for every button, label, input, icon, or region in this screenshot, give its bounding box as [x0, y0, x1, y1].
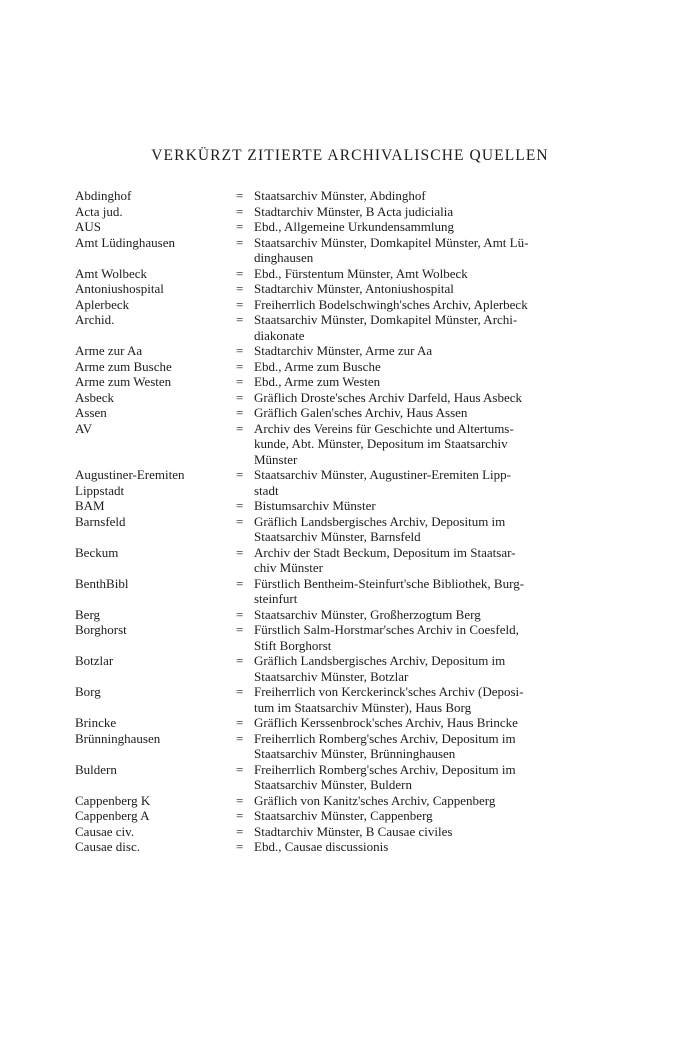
- abbreviation-line: Amt Lüdinghausen: [75, 234, 176, 250]
- list-item: [75, 281, 600, 297]
- entry-description: [254, 793, 600, 809]
- description-line: Staatsarchiv Münster, Barnsfeld: [254, 529, 421, 544]
- entry-description: [254, 498, 600, 514]
- equals-sign: =: [236, 188, 244, 203]
- abbreviation-line: Brünninghausen: [75, 730, 161, 746]
- abbreviation-line: Beckum: [75, 544, 119, 560]
- entry-description: [254, 762, 600, 793]
- list-item: [75, 607, 600, 623]
- entry-description: [254, 514, 600, 545]
- entry-description: [254, 204, 600, 220]
- equals-sign: =: [236, 420, 244, 436]
- description-line: Ebd., Allgemeine Urkundensammlung: [254, 219, 455, 234]
- list-item: [75, 498, 600, 514]
- entry-abbreviation: [75, 204, 236, 220]
- description-line: Freiherrlich von Kerckerinck'sches Archiv (Deposi-: [254, 684, 524, 699]
- entry-description: [254, 715, 600, 731]
- equals-sign: =: [236, 544, 244, 560]
- list-item: [75, 235, 600, 266]
- description-line: dinghausen: [254, 250, 314, 265]
- description-line: Archiv der Stadt Beckum, Depositum im Staatsar-: [254, 544, 516, 560]
- description-line: Staatsarchiv Münster, Domkapitel Münster, Amt Lü-: [254, 234, 529, 250]
- list-item: [75, 405, 600, 421]
- description-line: Staatsarchiv Münster, Brünninghausen: [254, 746, 456, 761]
- entry-abbreviation: [75, 359, 236, 375]
- description-line: Gräflich von Kanitz'sches Archiv, Cappenberg: [254, 792, 496, 808]
- description-line: Stadtarchiv Münster, B Acta judicialia: [254, 203, 454, 219]
- list-item: [75, 374, 600, 390]
- description-line: Stadtarchiv Münster, Antoniushospital: [254, 281, 454, 296]
- entry-abbreviation: [75, 684, 236, 700]
- list-item: [75, 576, 600, 607]
- description-line: Staatsarchiv Münster, Augustiner-Eremiten Lipp-: [254, 467, 511, 482]
- entry-abbreviation: [75, 762, 236, 778]
- description-line: Stadtarchiv Münster, B Causae civiles: [254, 823, 453, 839]
- description-line: Fürstlich Bentheim-Steinfurt'sche Bibliothek, Burg-: [254, 575, 525, 591]
- abbreviation-line: BAM: [75, 498, 105, 513]
- abbreviation-line: Berg: [75, 606, 101, 622]
- entry-abbreviation: [75, 824, 236, 840]
- abbreviation-line: Acta jud.: [75, 203, 123, 219]
- description-line: Gräflich Landsbergisches Archiv, Depositum im: [254, 653, 506, 668]
- list-item: [75, 343, 600, 359]
- abbreviation-line: Antoniushospital: [75, 281, 164, 296]
- description-line: Ebd., Fürstentum Münster, Amt Wolbeck: [254, 265, 468, 281]
- entry-description: [254, 405, 600, 421]
- abbreviation-line: Abdinghof: [75, 188, 132, 203]
- entry-description: [254, 622, 600, 653]
- entry-abbreviation: [75, 839, 236, 855]
- description-line: Freiherrlich Bodelschwingh'sches Archiv, Aplerbeck: [254, 296, 528, 312]
- description-line: stadt: [254, 482, 279, 498]
- description-line: Bistumsarchiv Münster: [254, 498, 376, 513]
- equals-sign: =: [236, 823, 244, 839]
- entry-description: [254, 235, 600, 266]
- equals-sign: =: [236, 467, 244, 482]
- abbreviation-line: Brincke: [75, 715, 117, 730]
- list-item: [75, 514, 600, 545]
- abbreviation-line: Lippstadt: [75, 482, 125, 498]
- description-line: Gräflich Galen'sches Archiv, Haus Assen: [254, 405, 468, 420]
- entry-abbreviation: [75, 576, 236, 592]
- entry-abbreviation: [75, 235, 236, 251]
- list-item: [75, 297, 600, 313]
- entry-abbreviation: [75, 188, 236, 204]
- description-line: Staatsarchiv Münster, Botzlar: [254, 668, 409, 684]
- abbreviation-line: Borghorst: [75, 622, 127, 637]
- description-line: kunde, Abt. Münster, Depositum im Staatsarchiv: [254, 436, 508, 451]
- entry-abbreviation: [75, 374, 236, 390]
- equals-sign: =: [236, 343, 244, 358]
- equals-sign: =: [236, 622, 244, 637]
- entry-abbreviation: [75, 219, 236, 235]
- description-line: Gräflich Droste'sches Archiv Darfeld, Haus Asbeck: [254, 389, 523, 405]
- list-item: [75, 188, 600, 204]
- entry-description: [254, 824, 600, 840]
- entry-description: [254, 281, 600, 297]
- equals-sign: =: [236, 513, 244, 529]
- description-line: Staatsarchiv Münster, Großherzogtum Berg: [254, 606, 481, 622]
- list-item: [75, 653, 600, 684]
- entry-description: [254, 188, 600, 204]
- entry-description: [254, 545, 600, 576]
- equals-sign: =: [236, 405, 244, 420]
- description-line: Freiherrlich Romberg'sches Archiv, Depositum im: [254, 761, 516, 777]
- description-line: diakonate: [254, 327, 305, 343]
- list-item: [75, 390, 600, 406]
- abbreviation-line: Causae civ.: [75, 823, 135, 839]
- entry-abbreviation: [75, 622, 236, 638]
- abbreviation-line: Archid.: [75, 312, 115, 327]
- entry-description: [254, 731, 600, 762]
- description-line: Ebd., Causae discussionis: [254, 839, 389, 854]
- list-item: [75, 731, 600, 762]
- abbreviation-line: Arme zum Busche: [75, 358, 172, 374]
- entry-abbreviation: [75, 405, 236, 421]
- equals-sign: =: [236, 498, 244, 513]
- equals-sign: =: [236, 374, 244, 389]
- list-item: [75, 839, 600, 855]
- entry-abbreviation: [75, 266, 236, 282]
- entry-abbreviation: [75, 715, 236, 731]
- abbreviation-line: Borg: [75, 684, 101, 699]
- list-item: [75, 684, 600, 715]
- equals-sign: =: [236, 358, 244, 374]
- entry-description: [254, 576, 600, 607]
- list-item: [75, 545, 600, 576]
- equals-sign: =: [236, 312, 244, 327]
- abbreviation-list: [75, 188, 600, 855]
- abbreviation-line: Barnsfeld: [75, 513, 126, 529]
- equals-sign: =: [236, 389, 244, 405]
- equals-sign: =: [236, 575, 244, 591]
- abbreviation-line: Botzlar: [75, 653, 114, 668]
- abbreviation-line: Assen: [75, 405, 107, 420]
- entry-abbreviation: [75, 498, 236, 514]
- entry-abbreviation: [75, 390, 236, 406]
- equals-sign: =: [236, 281, 244, 296]
- abbreviation-line: Aplerbeck: [75, 296, 130, 312]
- entry-description: [254, 266, 600, 282]
- entry-description: [254, 390, 600, 406]
- entry-abbreviation: [75, 343, 236, 359]
- entry-abbreviation: [75, 297, 236, 313]
- list-item: [75, 312, 600, 343]
- entry-description: [254, 219, 600, 235]
- abbreviation-line: Arme zum Westen: [75, 374, 172, 389]
- list-item: [75, 824, 600, 840]
- description-line: Archiv des Vereins für Geschichte und Altertums-: [254, 420, 514, 436]
- abbreviation-line: Cappenberg A: [75, 808, 150, 823]
- description-line: Ebd., Arme zum Westen: [254, 374, 381, 389]
- entry-description: [254, 808, 600, 824]
- entry-abbreviation: [75, 421, 236, 437]
- description-line: Gräflich Landsbergisches Archiv, Depositum im: [254, 513, 506, 529]
- list-item: [75, 808, 600, 824]
- abbreviation-line: Arme zur Aa: [75, 343, 143, 358]
- abbreviation-line: Augustiner-Eremiten: [75, 467, 185, 482]
- entry-description: [254, 343, 600, 359]
- list-item: [75, 266, 600, 282]
- equals-sign: =: [236, 792, 244, 808]
- entry-abbreviation: [75, 731, 236, 747]
- entry-description: [254, 374, 600, 390]
- entry-abbreviation: [75, 467, 236, 498]
- description-line: Staatsarchiv Münster, Buldern: [254, 777, 412, 792]
- entry-abbreviation: [75, 312, 236, 328]
- entry-description: [254, 607, 600, 623]
- entry-description: [254, 839, 600, 855]
- abbreviation-line: Cappenberg K: [75, 792, 151, 808]
- list-item: [75, 219, 600, 235]
- entry-description: [254, 467, 600, 498]
- equals-sign: =: [236, 219, 244, 234]
- entry-abbreviation: [75, 808, 236, 824]
- entry-description: [254, 312, 600, 343]
- description-line: Stadtarchiv Münster, Arme zur Aa: [254, 343, 433, 358]
- entry-abbreviation: [75, 793, 236, 809]
- equals-sign: =: [236, 761, 244, 777]
- equals-sign: =: [236, 653, 244, 668]
- equals-sign: =: [236, 296, 244, 312]
- equals-sign: =: [236, 203, 244, 219]
- list-item: [75, 421, 600, 468]
- equals-sign: =: [236, 715, 244, 730]
- description-line: Fürstlich Salm-Horstmar'sches Archiv in Coesfeld,: [254, 622, 519, 637]
- list-item: [75, 204, 600, 220]
- abbreviation-line: Asbeck: [75, 389, 114, 405]
- entry-abbreviation: [75, 545, 236, 561]
- entry-description: [254, 653, 600, 684]
- abbreviation-line: AUS: [75, 219, 102, 234]
- description-line: chiv Münster: [254, 560, 323, 575]
- abbreviation-line: Causae disc.: [75, 839, 140, 854]
- equals-sign: =: [236, 684, 244, 699]
- equals-sign: =: [236, 265, 244, 281]
- equals-sign: =: [236, 234, 244, 250]
- list-item: [75, 793, 600, 809]
- equals-sign: =: [236, 839, 244, 854]
- entry-description: [254, 359, 600, 375]
- list-item: [75, 715, 600, 731]
- equals-sign: =: [236, 606, 244, 622]
- entry-abbreviation: [75, 607, 236, 623]
- entry-abbreviation: [75, 281, 236, 297]
- description-line: Staatsarchiv Münster, Domkapitel Münster, Archi-: [254, 312, 518, 327]
- entry-description: [254, 421, 600, 468]
- description-line: Staatsarchiv Münster, Cappenberg: [254, 808, 433, 823]
- description-line: Stift Borghorst: [254, 637, 332, 653]
- abbreviation-line: AV: [75, 420, 93, 436]
- description-line: Münster: [254, 451, 298, 467]
- description-line: Staatsarchiv Münster, Abdinghof: [254, 188, 426, 203]
- entry-description: [254, 297, 600, 313]
- abbreviation-line: BenthBibl: [75, 575, 129, 591]
- equals-sign: =: [236, 808, 244, 823]
- equals-sign: =: [236, 730, 244, 746]
- description-line: Gräflich Kerssenbrock'sches Archiv, Haus Brincke: [254, 715, 518, 730]
- description-line: tum im Staatsarchiv Münster), Haus Borg: [254, 699, 472, 715]
- page-heading: VERKÜRZT ZITIERTE ARCHIVALISCHE QUELLEN: [151, 147, 549, 164]
- list-item: [75, 622, 600, 653]
- entry-abbreviation: [75, 514, 236, 530]
- entry-abbreviation: [75, 653, 236, 669]
- description-line: steinfurt: [254, 591, 298, 606]
- entry-description: [254, 684, 600, 715]
- list-item: [75, 762, 600, 793]
- abbreviation-line: Buldern: [75, 761, 117, 777]
- description-line: Ebd., Arme zum Busche: [254, 358, 381, 374]
- list-item: [75, 467, 600, 498]
- abbreviation-line: Amt Wolbeck: [75, 265, 148, 281]
- list-item: [75, 359, 600, 375]
- description-line: Freiherrlich Romberg'sches Archiv, Depositum im: [254, 730, 516, 746]
